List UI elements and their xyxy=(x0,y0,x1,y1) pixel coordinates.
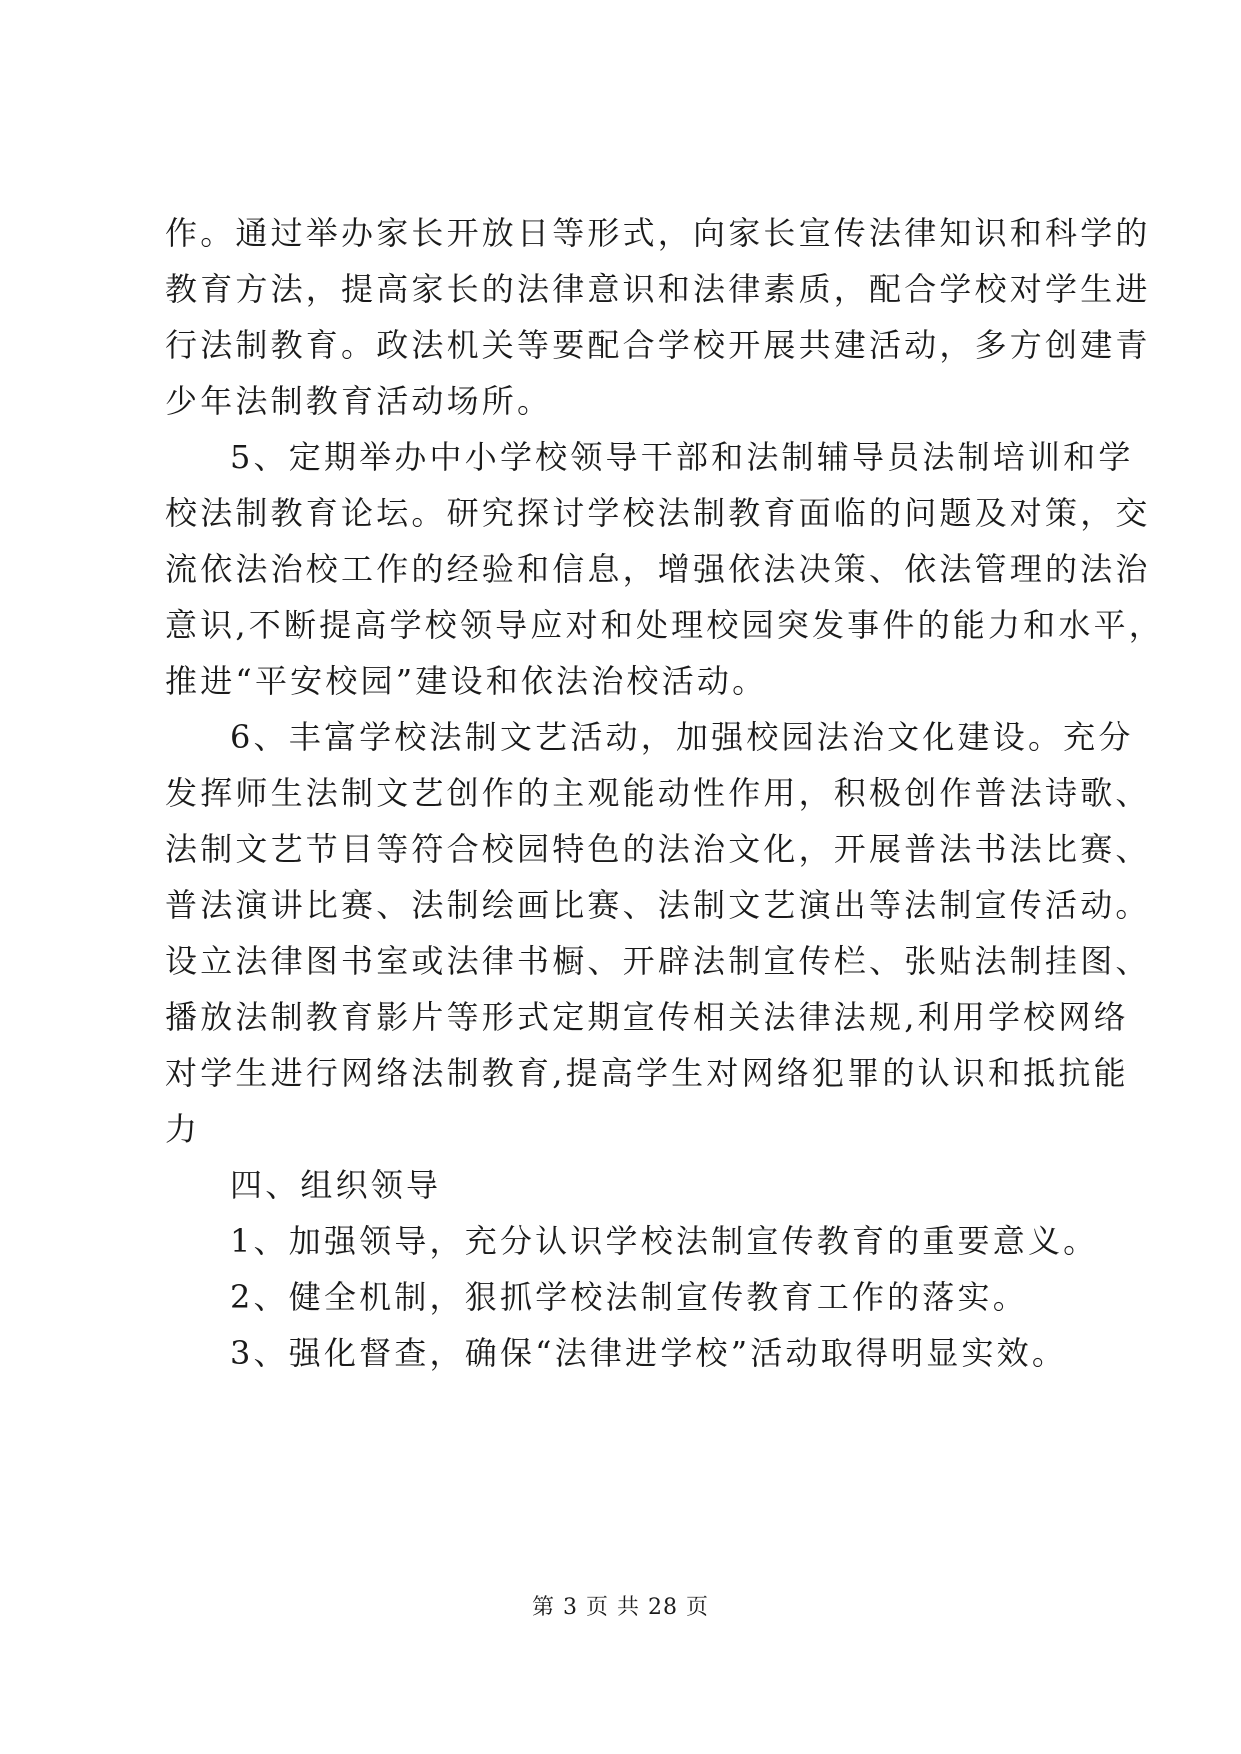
text-line: 教育方法，提高家长的法律意识和法律素质，配合学校对学生进 xyxy=(165,270,1151,308)
text-line: 法制文艺节目等符合校园特色的法治文化，开展普法书法比赛、 xyxy=(165,830,1151,868)
section-heading: 四、组织领导 xyxy=(230,1166,442,1204)
text-line: 普法演讲比赛、法制绘画比赛、法制文艺演出等法制宣传活动。 xyxy=(165,886,1151,924)
text-line: 校法制教育论坛。研究探讨学校法制教育面临的问题及对策，交 xyxy=(165,494,1151,532)
text-line: 力 xyxy=(165,1110,201,1148)
text-line: 流依法治校工作的经验和信息，增强依法决策、依法管理的法治 xyxy=(165,550,1151,588)
text-line: 少年法制教育活动场所。 xyxy=(165,382,553,420)
list-item: 3、强化督查，确保“法律进学校”活动取得明显实效。 xyxy=(230,1334,1068,1372)
text-line: 对学生进行网络法制教育,提高学生对网络犯罪的认识和抵抗能 xyxy=(165,1054,1129,1092)
text-line: 行法制教育。政法机关等要配合学校开展共建活动，多方创建青 xyxy=(165,326,1151,364)
paragraph-first-line: 5、定期举办中小学校领导干部和法制辅导员法制培训和学 xyxy=(230,438,1134,476)
text-line: 作。通过举办家长开放日等形式，向家长宣传法律知识和科学的 xyxy=(165,214,1151,252)
text-line: 推进“平安校园”建设和依法治校活动。 xyxy=(165,662,768,700)
list-item: 1、加强领导，充分认识学校法制宣传教育的重要意义。 xyxy=(230,1222,1099,1260)
text-line: 设立法律图书室或法律书橱、开辟法制宣传栏、张贴法制挂图、 xyxy=(165,942,1151,980)
page-footer: 第 3 页 共 28 页 xyxy=(532,1595,709,1620)
text-line: 播放法制教育影片等形式定期宣传相关法律法规,利用学校网络 xyxy=(165,998,1129,1036)
text-line: 发挥师生法制文艺创作的主观能动性作用，积极创作普法诗歌、 xyxy=(165,774,1151,812)
paragraph-first-line: 6、丰富学校法制文艺活动，加强校园法治文化建设。充分 xyxy=(230,718,1134,756)
list-item: 2、健全机制，狠抓学校法制宣传教育工作的落实。 xyxy=(230,1278,1028,1316)
text-line: 意识,不断提高学校领导应对和处理校园突发事件的能力和水平， xyxy=(165,606,1164,644)
